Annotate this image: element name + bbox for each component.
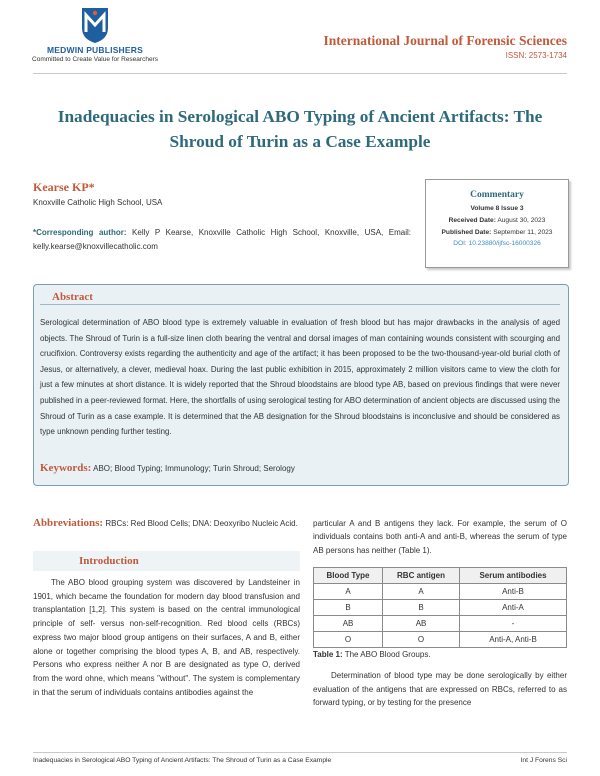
table-header: Serum antibodies [460,568,567,584]
table-cell: A [314,584,383,600]
footer-article-title: Inadequacies in Serological ABO Typing of Ancient Artifacts: The Shroud of Turin as a Case Example [33,757,332,764]
table-header: Blood Type [314,568,383,584]
issn: ISSN: 2573-1734 [505,51,567,60]
publisher-tagline: Committed to Create Value for Researchers [32,56,158,63]
right-column-paragraph: Determination of blood type may be done serologically by either evaluation of the antigens that are expressed on RBCs, referred to as forward typing, or by testing for the presence [313,671,567,708]
header-divider [33,73,567,74]
footer-divider [33,752,567,753]
table-header: RBC antigen [383,568,460,584]
introduction-text: The ABO blood grouping system was discovered by Landsteiner in 1901, which became the foundation for modern day blood transfusion and transplantation [1,2]. This system is based on the central immunological principle of self- versus non-self-recognition. Red blood cells (RBCs) express two major blood group antigens on their surfaces, A and B, either alone or together comprising the blood types A, B, and AB, respectively. Persons who express neither A nor B are designated as type O, derived from the word ohne, which means "without". The system is complementary in that the serum of individuals contains antibodies against the [33,578,300,697]
table-cell: AB [383,616,460,632]
corresponding-label: *Corresponding author: [33,228,127,237]
table-row [314,632,567,648]
article-type: Commentary [470,190,524,200]
keywords-label: Keywords: [40,462,92,474]
published-date: Published Date: September 11, 2023 [441,229,553,236]
table-cell: B [314,600,383,616]
footer-journal-abbrev: Int J Forens Sci [520,757,567,764]
table-caption-label: Table 1: [313,650,343,659]
abbreviations-label: Abbreviations: [33,517,104,529]
abstract-text: Serological determination of ABO blood type is extremely valuable in evaluation of fresh blood but has major drawbacks in the analysis of aged objects. The Shroud of Turin is a full-size linen cloth bearing the ventral and dorsal images of man containing wounds consistent with scourging and crucifixion. Controversy exists regarding the authenticity and age of the artifact; it has been proposed to be the two-thousand-year-old burial cloth of Jesus, or alternatively, a clever, medieval hoax. During the last public exhibition in 2015, approximately 2 million visitors came to view the cloth for just a few minutes at short distance. It is widely reported that the Shroud bloodstains are blood type AB, based on previous findings that were never published in a peer-reviewed format. Here, the shortfalls of using serological testing for ABO determination of ancient objects are discussed using the Shroud of Turin as a case example. It is determined that the AB designation for the Shroud bloodstains is inconclusive and should be considered as type unknown pending further testing. [40,318,560,437]
table-caption [313,650,431,659]
journal-name: International Journal of Forensic Sciences [323,33,567,48]
table-cell: Anti-A [460,600,567,616]
table-cell: Anti-A, Anti-B [460,632,567,648]
table-cell: Anti-B [460,584,567,600]
affiliation: Knoxville Catholic High School, USA [33,198,163,207]
table-header-row [314,568,567,584]
doi-link[interactable]: DOI: 10.23880/ijfsc-16000326 [453,240,541,247]
table-row [314,616,567,632]
table-cell: O [314,632,383,648]
keywords [40,462,295,474]
abstract-heading: Abstract [52,291,93,303]
volume-issue: Volume 8 Issue 3 [470,205,524,212]
received-date: Received Date: August 30, 2023 [448,217,546,224]
table-cell: O [383,632,460,648]
table-cell: A [383,584,460,600]
abo-blood-groups-table [313,567,567,648]
abstract-divider [40,304,560,305]
right-column-continuation: particular A and B antigens they lack. For example, the serum of O individuals contains both anti-A and anti-B, whereas the serum of type AB persons has neither (Table 1). [313,519,567,555]
publisher-name: MEDWIN PUBLISHERS [47,45,143,55]
table-caption-text: The ABO Blood Groups. [344,650,431,659]
introduction-heading: Introduction [79,555,139,567]
abbreviations [33,517,300,530]
introduction-heading-bar [33,551,300,571]
corresponding-author [33,226,411,254]
corresponding-text: Kelly P Kearse, Knoxville Catholic High School, Knoxville, USA, Email: kelly.kearse@knoxvillecatholic.com [33,228,412,251]
abbreviations-text: RBCs: Red Blood Cells; DNA: Deoxyribo Nucleic Acid. [105,519,298,528]
medwin-logo-icon [70,6,120,44]
table-cell: B [383,600,460,616]
table-row [314,584,567,600]
table-row [314,600,567,616]
table-cell: AB [314,616,383,632]
table-cell: - [460,616,567,632]
author: Kearse KP* [33,180,95,194]
keywords-list: ABO; Blood Typing; Immunology; Turin Shroud; Serology [93,464,295,473]
article-info-box [425,179,569,268]
article-title: Inadequacies in Serological ABO Typing of Ancient Artifacts: The Shroud of Turin as a Case Example [57,107,543,151]
